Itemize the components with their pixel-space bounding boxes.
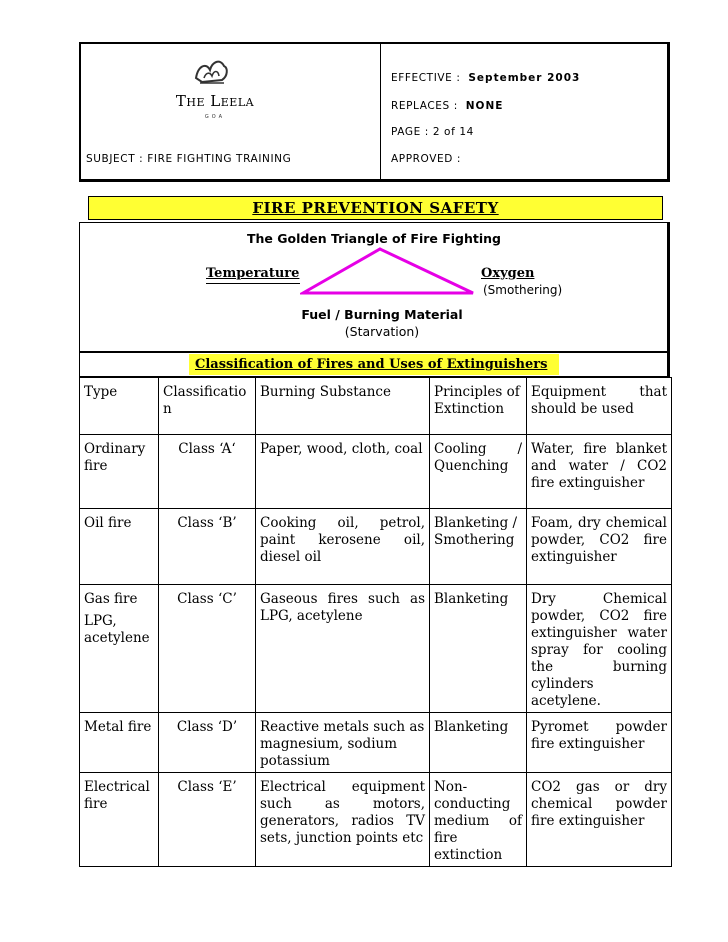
section-banner xyxy=(88,196,663,220)
row-equipment: Foam, dry chemical powder, CO2 fire extinguisher xyxy=(527,509,672,585)
triangle-title: The Golden Triangle of Fire Fighting xyxy=(246,231,502,246)
banner-title: FIRE PREVENTION SAFETY xyxy=(252,199,499,217)
header-equipment: Equipment that should be used xyxy=(527,378,672,435)
effective-label: EFFECTIVE : xyxy=(391,72,461,84)
replaces-label: REPLACES : xyxy=(391,100,458,112)
header-principles: Principles of Extinction xyxy=(430,378,527,435)
row-principle: Blanketing xyxy=(430,713,527,773)
row-type: Electrical fire xyxy=(80,773,159,867)
row-equipment: CO2 gas or dry chemical powder fire extinguisher xyxy=(527,773,672,867)
row-equipment: Water, fire blanket and water / CO2 fire extinguisher xyxy=(527,435,672,509)
row-principle: Blanketing / Smothering xyxy=(430,509,527,585)
row-class: Class ‘C’ xyxy=(159,585,256,713)
row-type: Metal fire xyxy=(80,713,159,773)
row-class: Class ‘D’ xyxy=(159,713,256,773)
row-type: Oil fire xyxy=(80,509,159,585)
oxygen-label: Oxygen xyxy=(481,266,535,281)
table-header-row xyxy=(80,378,672,435)
effective-value: September 2003 xyxy=(468,72,581,84)
row-substance: Electrical equipment such as motors, generators, radios TV sets, junction points etc xyxy=(256,773,430,867)
table-row xyxy=(80,585,672,713)
page-number: PAGE : 2 of 14 xyxy=(391,126,474,138)
temperature-label: Temperature xyxy=(206,266,300,281)
row-principle: Non-conducting medium of fire extinction xyxy=(430,773,527,867)
leela-logo-icon xyxy=(192,56,232,90)
row-substance: Gaseous fires such as LPG, acetylene xyxy=(256,585,430,713)
row-class: Class ‘B’ xyxy=(159,509,256,585)
fuel-label: Fuel / Burning Material xyxy=(301,307,463,322)
header-type: Type xyxy=(80,378,159,435)
header-divider xyxy=(380,42,381,182)
approved-label: APPROVED : xyxy=(391,153,461,165)
row-class: Class ‘A‘ xyxy=(159,435,256,509)
row-class: Class ‘E’ xyxy=(159,773,256,867)
classification-heading-text: Classification of Fires and Uses of Extinguishers xyxy=(195,357,548,372)
header-classification: Classification xyxy=(159,378,256,435)
logo-name: The Leela xyxy=(175,92,255,110)
table-row xyxy=(80,509,672,585)
row-type-text: Gas fire xyxy=(84,591,138,607)
row-equipment: Dry Chemical powder, CO2 fire extinguisher water spray for cooling the burning cylinders acetylene. xyxy=(527,585,672,713)
row-substance: Reactive metals such as magnesium, sodium potassium xyxy=(256,713,430,773)
fire-triangle-icon xyxy=(300,246,476,296)
effective-line xyxy=(391,72,580,84)
classification-heading xyxy=(189,354,559,375)
replaces-line xyxy=(391,100,503,112)
oxygen-subtext: (Smothering) xyxy=(483,283,563,297)
row-principle: Blanketing xyxy=(430,585,527,713)
logo-location: GOA xyxy=(204,114,226,120)
subject-label: SUBJECT : FIRE FIGHTING TRAINING xyxy=(86,153,292,165)
temperature-underline xyxy=(206,283,300,284)
row-equipment: Pyromet powder fire extinguisher xyxy=(527,713,672,773)
row-type xyxy=(80,585,159,713)
replaces-value: NONE xyxy=(465,100,504,112)
row-principle: Cooling / Quenching xyxy=(430,435,527,509)
table-row xyxy=(80,435,672,509)
fuel-subtext: (Starvation) xyxy=(344,324,420,339)
table-row xyxy=(80,773,672,867)
row-type-extra: LPG, acetylene xyxy=(84,613,150,646)
fire-classification-table xyxy=(79,377,672,867)
row-substance: Cooking oil, petrol, paint kerosene oil, diesel oil xyxy=(256,509,430,585)
row-type: Ordinary fire xyxy=(80,435,159,509)
header-burning-substance: Burning Substance xyxy=(256,378,430,435)
row-substance: Paper, wood, cloth, coal xyxy=(256,435,430,509)
table-row xyxy=(80,713,672,773)
